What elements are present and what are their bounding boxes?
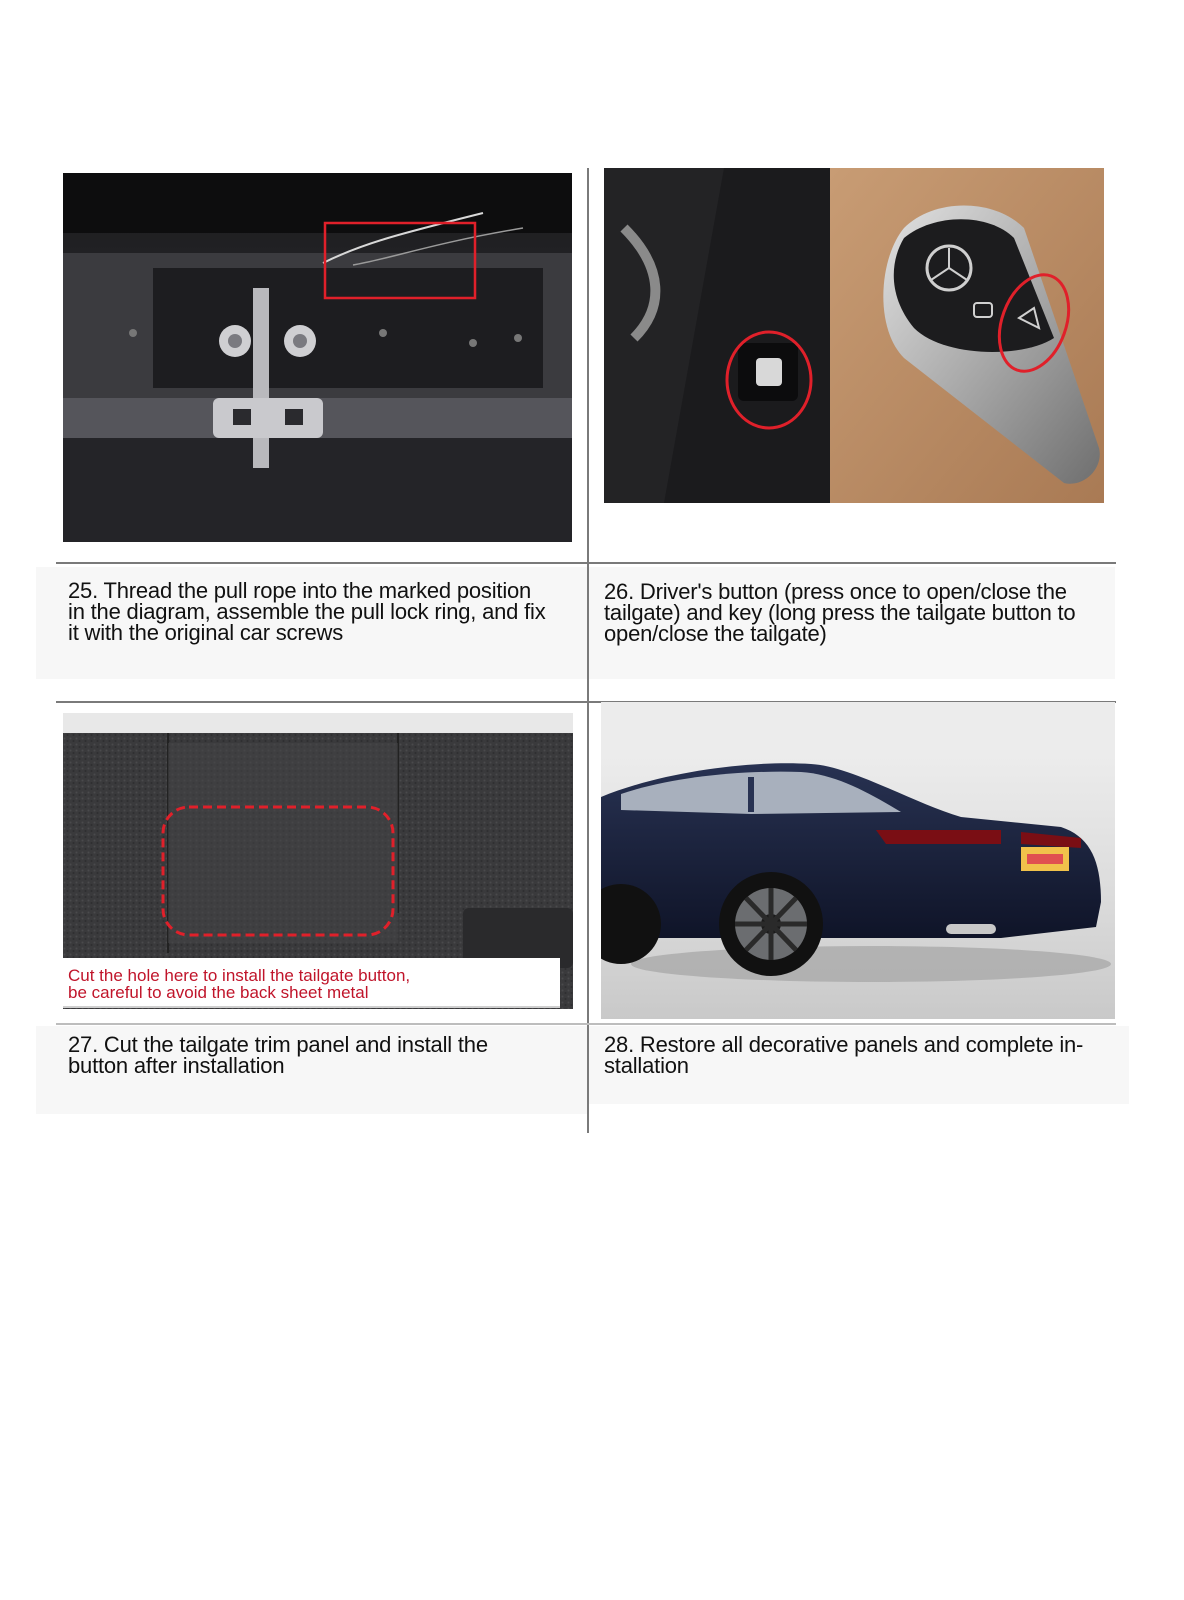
- step-25-caption-line-2: in the diagram, assemble the pull lock ring, and fix: [68, 599, 546, 624]
- step-28-caption: [604, 1034, 1119, 1076]
- step-26-caption-line-1: 26. Driver's button (press once to open/close the: [604, 579, 1067, 604]
- install-note-line-1: Cut the hole here to install the tailgate button,: [68, 966, 411, 985]
- step-26-caption: [604, 581, 1114, 644]
- install-note: [68, 967, 558, 1001]
- install-note-line-2: be careful to avoid the back sheet metal: [68, 983, 369, 1002]
- step-27-caption-line-2: button after installation: [68, 1053, 285, 1078]
- grid-divider-row3: [56, 1023, 1116, 1025]
- step-25-caption: [68, 580, 578, 643]
- step-28-caption-line-2: stallation: [604, 1053, 689, 1078]
- step-27-caption-line-1: 27. Cut the tailgate trim panel and install the: [68, 1032, 488, 1057]
- step-27-caption: [68, 1034, 578, 1076]
- step-25-caption-line-3: it with the original car screws: [68, 620, 344, 645]
- step-25-caption-line-1: 25. Thread the pull rope into the marked position: [68, 578, 532, 603]
- step-28-caption-line-1: 28. Restore all decorative panels and complete in-: [604, 1032, 1084, 1057]
- pull-rope-lock-photo: [63, 173, 572, 542]
- finished-car-photo: [601, 702, 1115, 1019]
- grid-divider-row1: [56, 562, 1116, 564]
- driver-button-and-key-photo: [604, 168, 1104, 503]
- step-26-caption-line-2: tailgate) and key (long press the tailgate button to: [604, 600, 1076, 625]
- step-26-caption-line-3: open/close the tailgate): [604, 621, 827, 646]
